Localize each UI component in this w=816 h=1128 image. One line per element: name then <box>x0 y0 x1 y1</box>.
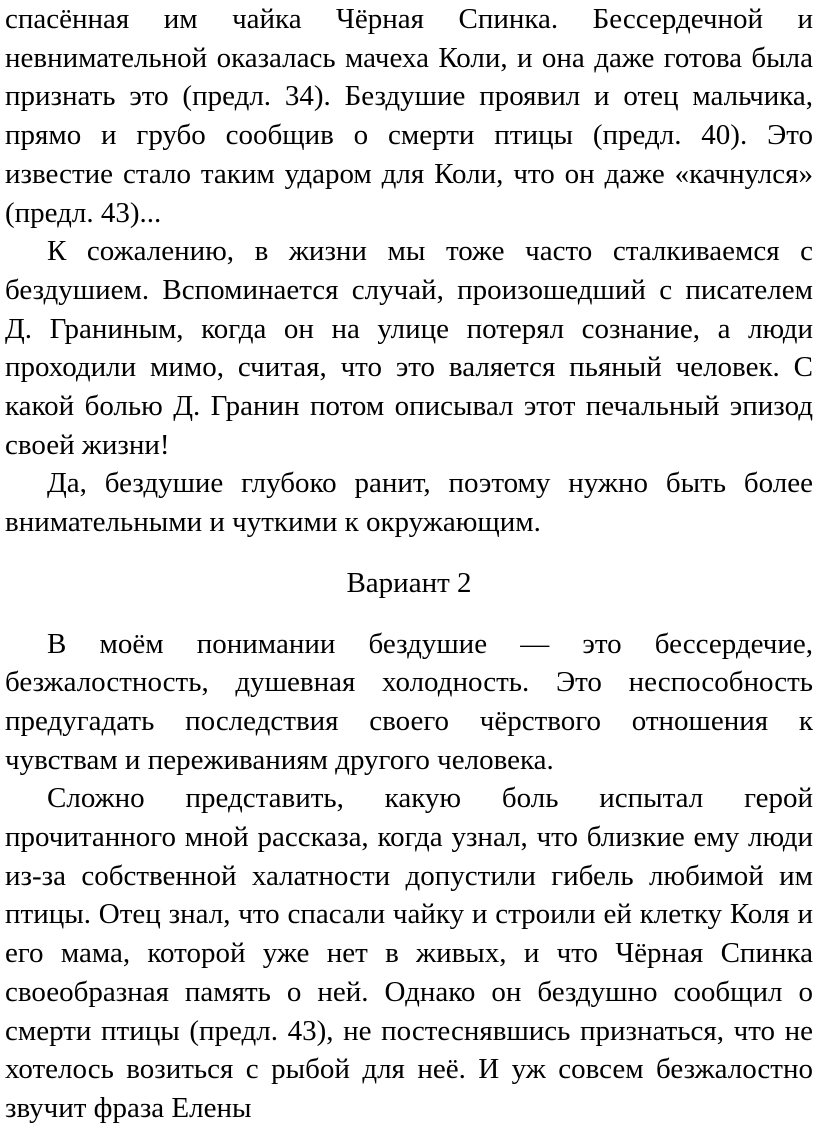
section-heading: Вариант 2 <box>346 566 472 599</box>
spacer <box>5 542 813 564</box>
document-page <box>5 0 813 1128</box>
spacer <box>5 603 813 625</box>
paragraph-argument: Сложно представить, какую боль испытал герой прочитанного мной рассказа, когда узнал, что близкие ему люди из-за собственной халатности допустили гибель любимой им птицы. Отец знал, что спасали чайку и строили ей клетку Коля и его мама, которой уже нет в живых, и что Чёрная Спинка своеобразная память о ней. Однако он бездушно сообщил о смерти птицы (предл. 43), не постеснявшись признаться, что не хотелось возиться с рыбой для неё. И уж совсем безжалостно звучит фраза Елены <box>5 782 813 1124</box>
paragraph-continued: спасённая им чайка Чёрная Спинка. Бессердечной и невнимательной оказалась мачеха Коли, и она даже готова была признать это (предл. 34). Бездушие проявил и отец мальчика, прямо и грубо сообщив о смерти птицы (предл. 40). Это известие стало таким ударом для Коли, что он даже «качнулся» (предл. 43)... <box>5 3 813 229</box>
paragraph-definition: В моём понимании бездушие — это бессердечие, безжалостность, душевная холодность. Это неспособность предугадать последствия своего чёрствого отношения к чувствам и переживаниям другого человека. <box>5 627 813 776</box>
paragraph-conclusion: Да, бездушие глубоко ранит, поэтому нужно быть более внимательными и чуткими к окружающим. <box>5 467 813 539</box>
paragraph-example-granin: К сожалению, в жизни мы тоже часто сталкиваемся с бездушием. Вспоминается случай, произошедший с писателем Д. Граниным, когда он на улице потерял сознание, а люди проходили мимо, считая, что это валяется пьяный человек. С какой болью Д. Гранин потом описывал этот печальный эпизод своей жизни! <box>5 235 813 461</box>
